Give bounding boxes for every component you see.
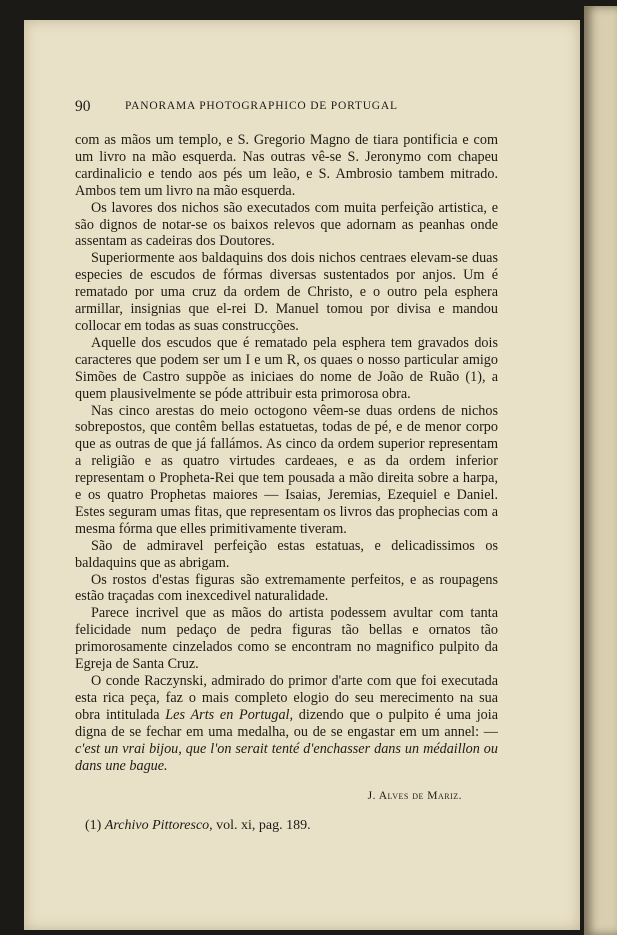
paragraph-9 [75,673,498,774]
french-quote-italic: c'est un vrai bijou, que l'on serait tenté d'enchasser dans un médaillon ou dans une bague. [75,740,498,774]
paragraph-9-text-middle: dizendo que o pulpito é uma joia digna de se fechar em uma medalha, ou de se engastar em um annel: — [75,706,498,740]
paragraph-2: Os lavores dos nichos são executados com muita perfeição artistica, e são dignos de notar-se os baixos relevos que adornam as peanhas onde assentam as cadeiras dos Doutores. [75,199,498,250]
paragraph-8: Parece incrivel que as mãos do artista podessem avultar com tanta felicidade num pedaço de pedra figuras tão bellas e ornatos tão primorosamente cinzelados como se encontram no magnifico pulpito da Egreja de Santa Cruz. [75,605,498,673]
paragraph-7: Os rostos d'estas figuras são extremamente perfeitos, e as roupagens estão traçadas com inexcedivel naturalidade. [75,571,498,605]
footnote-source: Archivo Pittoresco, [104,818,213,833]
footnote-reference: vol. xi, pag. 189. [212,818,311,833]
author-signature: J. Alves de Mariz. [367,790,462,802]
footnote [85,818,311,834]
paragraph-5: Nas cinco arestas do meio octogono vêem-se duas ordens de nichos sobrepostos, que contêm bellas estatuetas, todas de pé, e de menor corpo que as outras de que já fallámos. As cinco da ordem superior representam a religião e as quatro virtudes cardeaes, e as da ordem inferior representam o Propheta-Rei que tem pousada a mão direita sobre a harpa, e os quatro Prophetas maiores — Isaias, Jeremias, Ezequiel e Daniel. Estes seguram umas fitas, que representam os livros das prophecias com a mesma fórma que elles primitivamente tiveram. [75,402,498,537]
body-text [75,132,498,774]
adjacent-page-edge [584,6,617,935]
paragraph-3: Superiormente aos baldaquins dos dois nichos centraes elevam-se duas especies de escudos de fórmas diversas sustentados por anjos. Um é rematado por uma cruz da ordem de Christo, e o outro pela esphera armillar, insignias que el-rei D. Manuel tomou por divisa e mandou collocar em todas as suas construcções. [75,250,498,334]
paragraph-1: com as mãos um templo, e S. Gregorio Magno de tiara pontificia e com um livro na mão esquerda. Nas outras vê-se S. Jeronymo com chapeu cardinalicio e tendo aos pés um leão, e S. Ambrosio tambem mitrado. Ambos tem um livro na mão esquerda. [75,132,498,199]
footnote-marker: (1) [85,818,105,833]
running-title: PANORAMA PHOTOGRAPHICO DE PORTUGAL [125,100,398,112]
book-title-italic: Les Arts en Portugal, [165,706,294,723]
paragraph-6: São de admiravel perfeição estas estatuas, e delicadissimos os baldaquins que as abrigam. [75,537,498,571]
page-number: 90 [75,98,91,115]
paragraph-9-text-before: O conde Raczynski, admirado do primor d'arte com que foi executada esta rica peça, faz o mais completo elogio do seu merecimento na sua obra intitulada [75,673,498,723]
paragraph-4: Aquelle dos escudos que é rematado pela esphera tem gravados dois caracteres que podem ser um I e um R, os quaes o nosso particular amigo Simões de Castro suppõe as iniciaes do nome de João de Ruão (1), a quem plausivelmente se póde attribuir esta primorosa obra. [75,334,498,402]
